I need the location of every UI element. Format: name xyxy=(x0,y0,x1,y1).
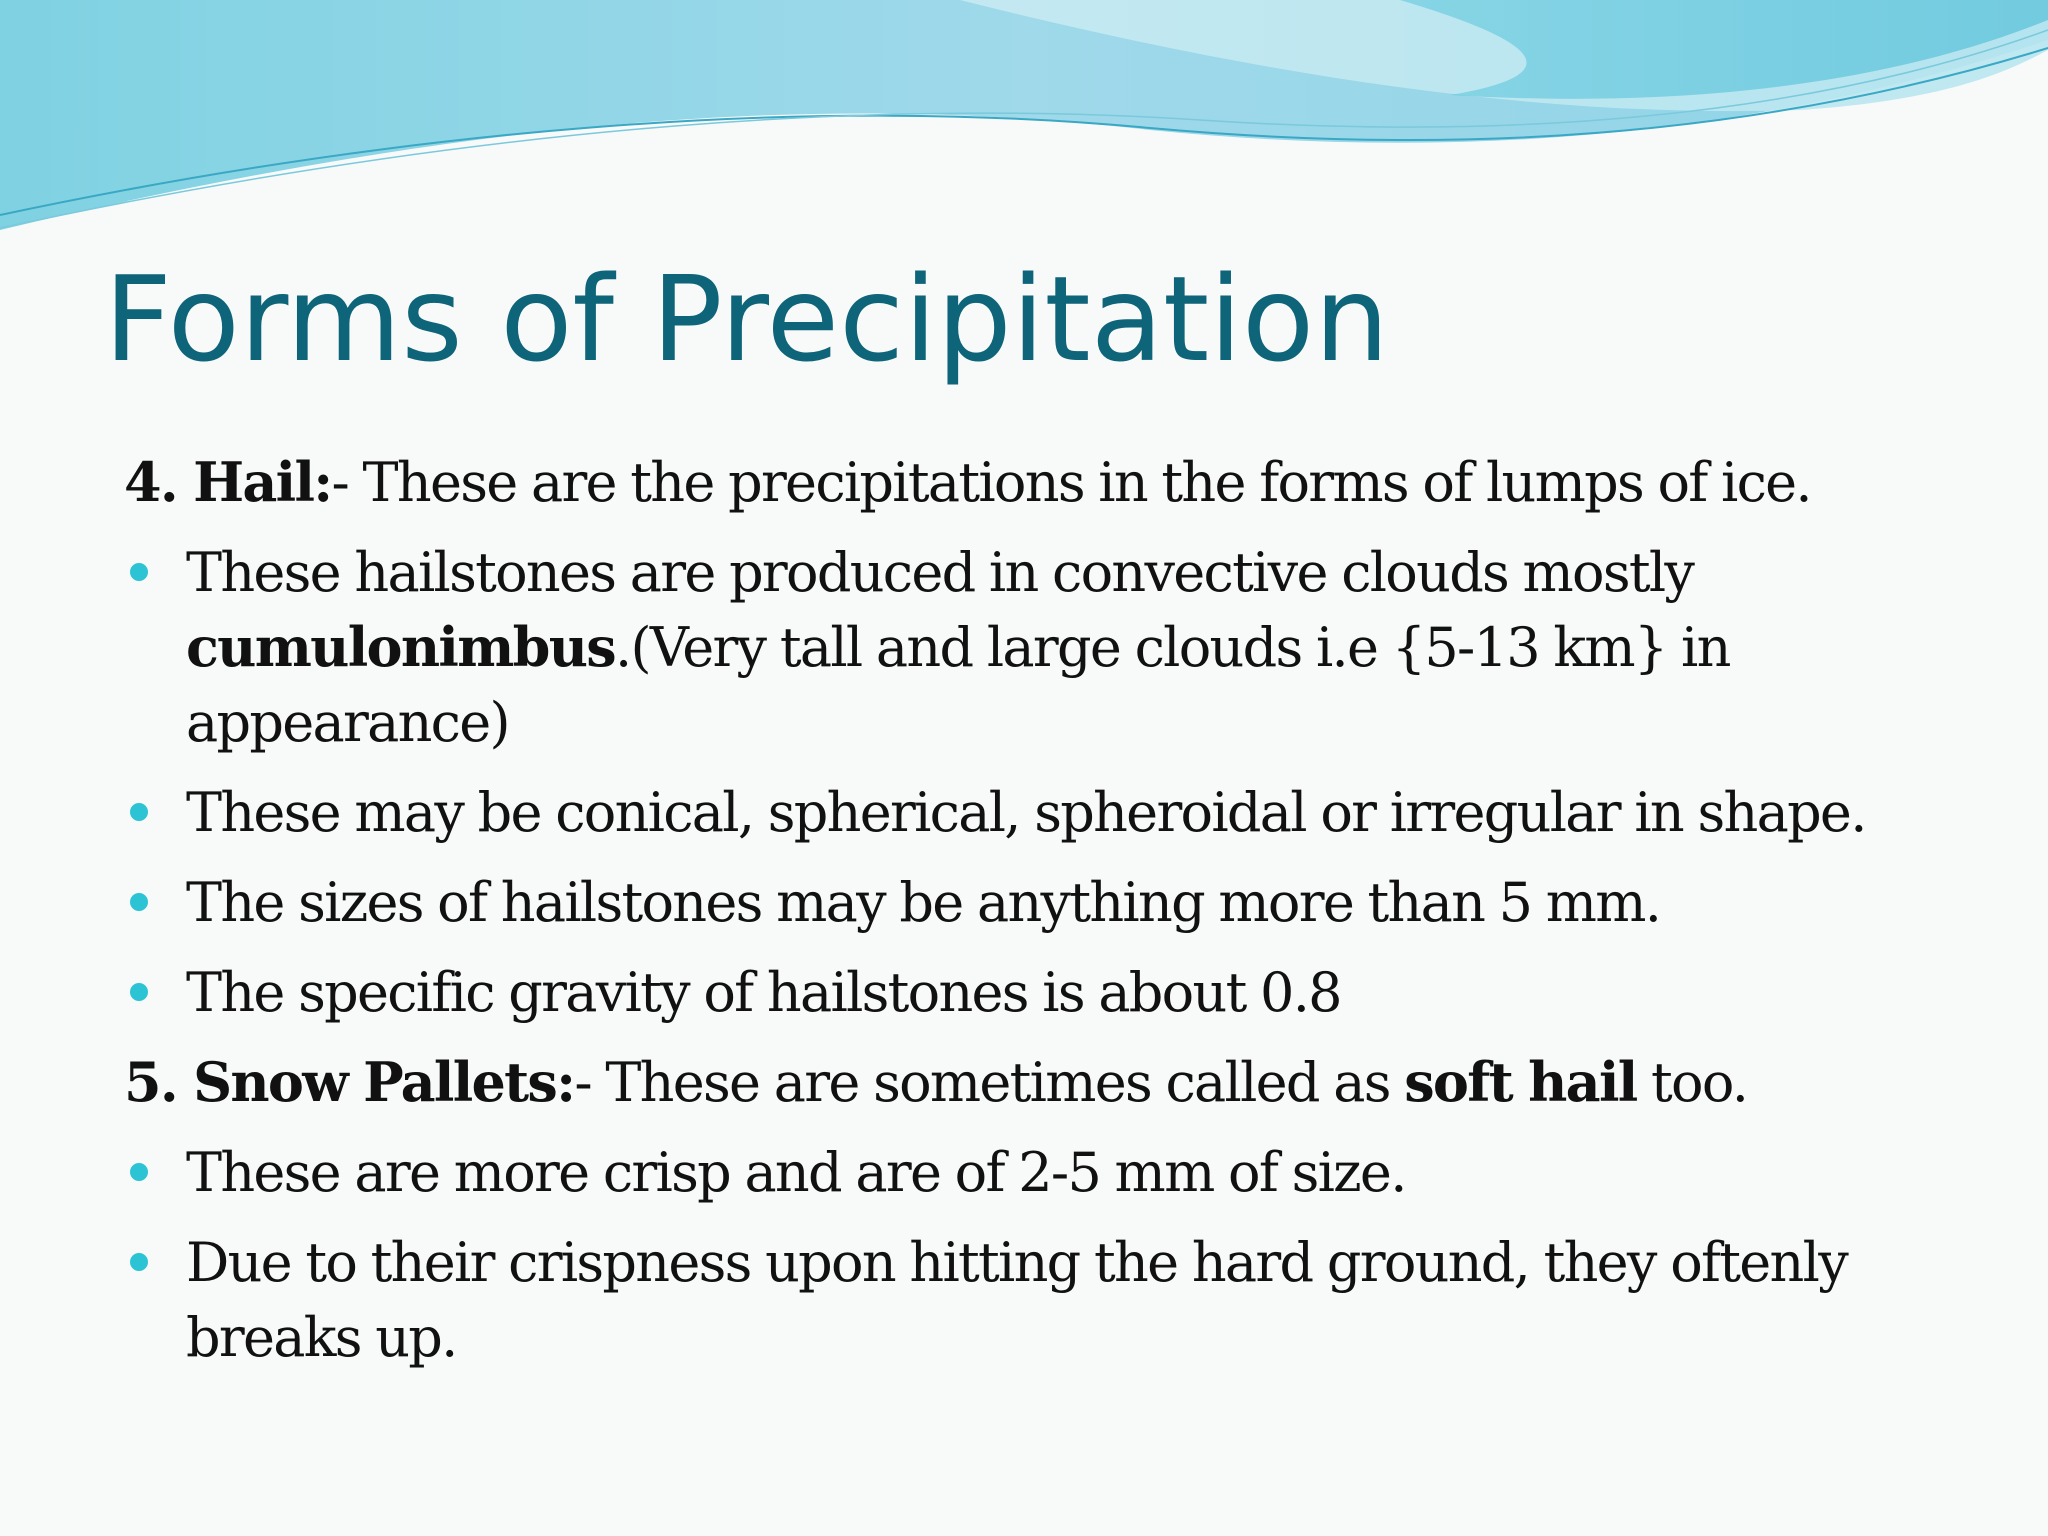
bullet-text: These are more crisp and are of 2-5 mm of size. xyxy=(186,1141,1406,1204)
bullet-text: These hailstones are produced in convective clouds mostly xyxy=(186,541,1694,604)
heading-bold-term: soft hail xyxy=(1404,1050,1637,1114)
bullet-dot-icon xyxy=(130,983,148,1001)
slide-title: Forms of Precipitation xyxy=(104,250,1390,388)
list-item xyxy=(124,535,1984,760)
slide-content xyxy=(124,445,1984,1390)
heading-label: 4. Hail: xyxy=(124,450,332,514)
heading-text: - These are the precipitations in the forms of lumps of ice. xyxy=(331,451,1811,514)
section-heading-snow-pallets xyxy=(124,1045,1984,1120)
bullet-dot-icon xyxy=(130,563,148,581)
list-item xyxy=(124,1135,1984,1210)
bullet-dot-icon xyxy=(130,1253,148,1271)
heading-text-tail: too. xyxy=(1636,1051,1748,1114)
decorative-wave-banner xyxy=(0,0,2048,240)
bullet-text: These may be conical, spherical, spheroidal or irregular in shape. xyxy=(186,781,1866,844)
bullet-text: Due to their crispness upon hitting the hard ground, they oftenly breaks up. xyxy=(186,1231,1847,1369)
bullet-text: The sizes of hailstones may be anything more than 5 mm. xyxy=(186,871,1661,934)
bullet-text-continued: .(Very tall and large clouds i.e {5-13 km} in appearance) xyxy=(186,616,1730,754)
list-item xyxy=(124,955,1984,1030)
bullet-dot-icon xyxy=(130,893,148,911)
heading-text: - These are sometimes called as xyxy=(574,1051,1405,1114)
heading-label: 5. Snow Pallets: xyxy=(124,1050,575,1114)
bullet-dot-icon xyxy=(130,1163,148,1181)
bullet-dot-icon xyxy=(130,803,148,821)
list-item xyxy=(124,1225,1984,1375)
bullet-text: The specific gravity of hailstones is about 0.8 xyxy=(186,961,1341,1024)
list-item xyxy=(124,865,1984,940)
section-heading-hail xyxy=(124,445,1984,520)
list-item xyxy=(124,775,1984,850)
bullet-bold-term: cumulonimbus xyxy=(186,615,616,679)
